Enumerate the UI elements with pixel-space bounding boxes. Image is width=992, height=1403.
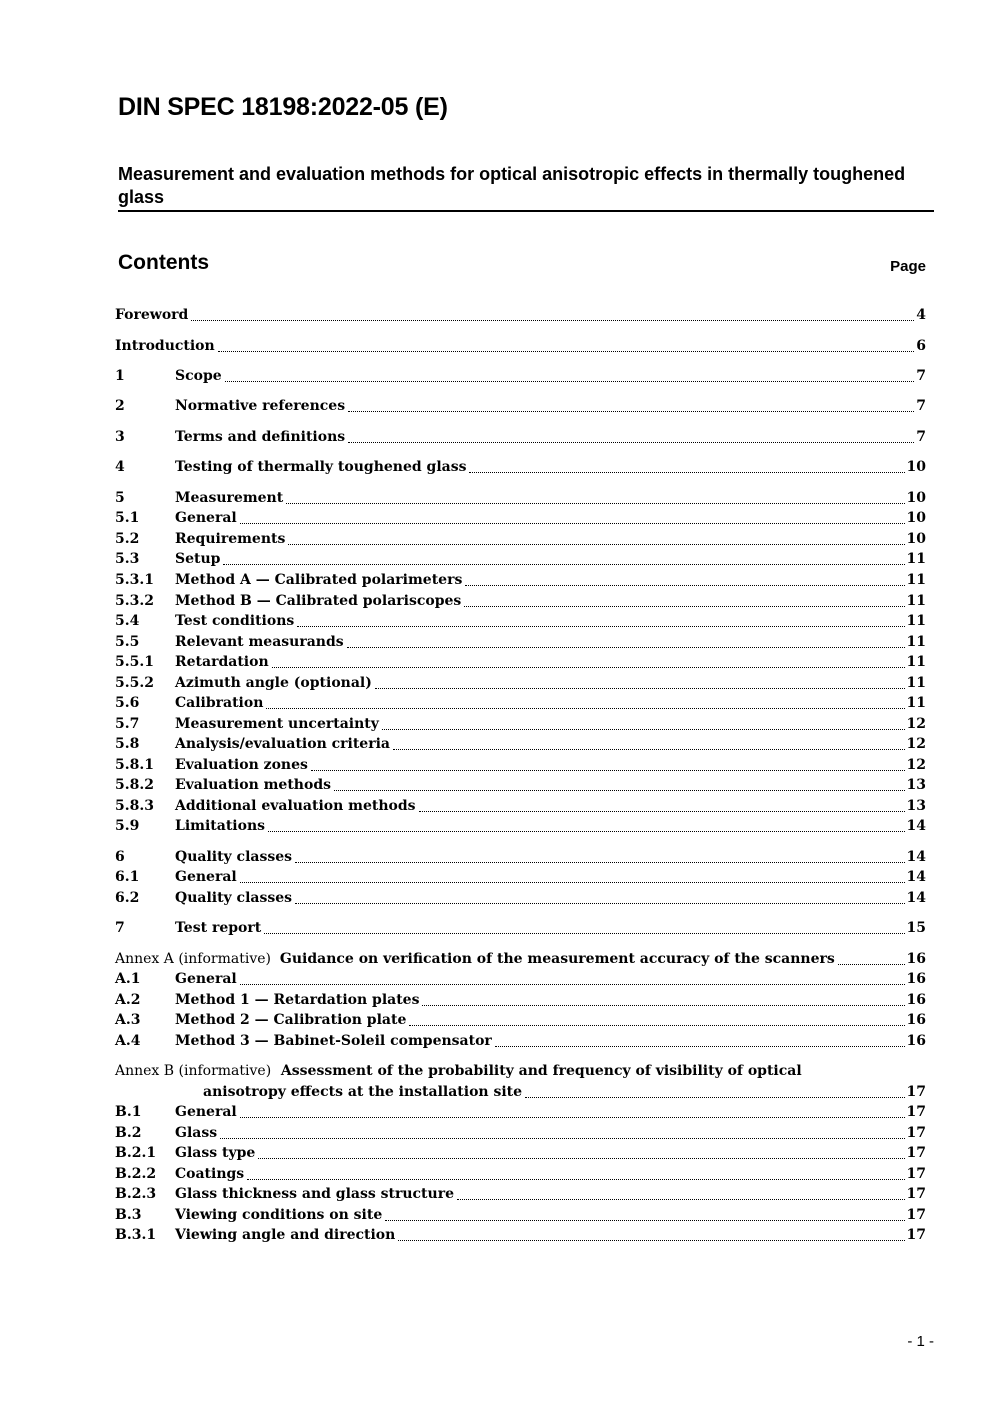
toc-entry-prefix: Annex B (informative) (115, 1063, 272, 1079)
toc-entry-number: A.3 (115, 1012, 141, 1028)
toc-leader-dots (191, 320, 914, 321)
toc-leader-dots (495, 1046, 905, 1047)
toc-entry-label: Quality classes (175, 849, 293, 865)
toc-entry-page: 13 (906, 777, 926, 793)
toc-leader-dots (398, 1240, 904, 1241)
toc-entry-number: B.1 (115, 1104, 142, 1120)
toc-entry[interactable] (115, 949, 926, 970)
toc-entry-page: 12 (906, 736, 926, 752)
toc-entry-number: 6.1 (115, 869, 140, 885)
toc-entry[interactable] (115, 1143, 926, 1164)
toc-entry-label: General (175, 1104, 237, 1120)
toc-entry-label: Analysis/evaluation criteria (175, 736, 390, 752)
toc-leader-dots (297, 626, 904, 627)
toc-entry[interactable] (115, 1184, 926, 1205)
toc-entry[interactable] (115, 1061, 802, 1082)
toc-leader-dots (295, 903, 904, 904)
toc-leader-dots (838, 964, 905, 965)
toc-entry-number: 5.2 (115, 531, 140, 547)
toc-entry[interactable] (115, 1031, 926, 1052)
toc-entry-label: Method A — Calibrated polarimeters (175, 572, 463, 588)
toc-leader-dots (247, 1179, 904, 1180)
toc-entry-label: General (175, 869, 237, 885)
toc-entry[interactable] (115, 693, 926, 714)
toc-entry[interactable] (115, 336, 926, 357)
toc-leader-dots (393, 749, 905, 750)
toc-leader-dots (311, 770, 905, 771)
toc-entry[interactable] (115, 969, 926, 990)
toc-entry-number: 1 (115, 368, 125, 384)
toc-entry[interactable] (115, 867, 926, 888)
toc-entry-page: 4 (916, 307, 926, 323)
toc-leader-dots (348, 411, 914, 412)
toc-entry[interactable] (115, 1102, 926, 1123)
toc-entry-page: 17 (906, 1104, 926, 1120)
toc-entry-page: 16 (906, 1033, 926, 1049)
toc-entry-page: 17 (906, 1227, 926, 1243)
toc-entry-number: 5 (115, 490, 125, 506)
toc-entry-label: Method 3 — Babinet-Soleil compensator (175, 1033, 492, 1049)
toc-entry-page: 11 (906, 572, 926, 588)
toc-entry-number: 5.3 (115, 551, 140, 567)
toc-entry-page: 11 (906, 593, 926, 609)
toc-entry[interactable] (115, 847, 926, 868)
toc-entry-page: 15 (906, 920, 926, 936)
toc-entry-number: 5.4 (115, 613, 140, 629)
toc-leader-dots (240, 1117, 905, 1118)
toc-entry[interactable] (115, 652, 926, 673)
toc-entry-number: 5.8.2 (115, 777, 154, 793)
toc-entry-label: General (175, 510, 237, 526)
toc-leader-dots (465, 585, 904, 586)
toc-leader-dots (419, 811, 905, 812)
toc-leader-dots (422, 1005, 904, 1006)
toc-entry-label: Method 1 — Retardation plates (175, 992, 420, 1008)
toc-entry[interactable] (115, 570, 926, 591)
toc-entry-page: 17 (906, 1166, 926, 1182)
toc-leader-dots (225, 381, 915, 382)
toc-entry-label: General (175, 971, 237, 987)
toc-entry-number: 3 (115, 429, 125, 445)
toc-entry-label: Assessment of the probability and frequency of visibility of optical (271, 1063, 802, 1079)
toc-entry-page: 10 (906, 490, 926, 506)
toc-leader-dots (286, 503, 904, 504)
toc-entry-number: 7 (115, 920, 125, 936)
toc-leader-dots (469, 472, 904, 473)
toc-entry-label: Calibration (175, 695, 264, 711)
toc-leader-dots (272, 667, 905, 668)
toc-entry-number: A.1 (115, 971, 141, 987)
toc-entry-page: 16 (906, 971, 926, 987)
toc-entry-page: 11 (906, 654, 926, 670)
toc-entry-number: A.4 (115, 1033, 141, 1049)
toc-entry-page: 10 (906, 510, 926, 526)
toc-entry-page: 17 (906, 1186, 926, 1202)
toc-entry-label: Annex A (informative) Guidance on verification of the measurement accuracy of the scanners (115, 951, 835, 967)
toc-entry-number: 5.9 (115, 818, 140, 834)
toc-leader-dots (525, 1097, 904, 1098)
toc-entry-label: Measurement uncertainty (175, 716, 379, 732)
toc-entry-label: Testing of thermally toughened glass (175, 459, 467, 475)
toc-entry-number: 2 (115, 398, 125, 414)
toc-entry-number: 5.5.1 (115, 654, 154, 670)
toc-entry[interactable] (115, 734, 926, 755)
toc-entry-page: 7 (916, 398, 926, 414)
toc-entry-prefix: Annex A (informative) (115, 951, 280, 967)
toc-entry[interactable] (115, 673, 926, 694)
toc-entry-page: 17 (906, 1084, 926, 1100)
toc-leader-dots (334, 790, 905, 791)
toc-entry-number: B.2.3 (115, 1186, 157, 1202)
toc-leader-dots (375, 688, 905, 689)
toc-entry-label: Relevant measurands (175, 634, 344, 650)
toc-entry-label: Method B — Calibrated polariscopes (175, 593, 462, 609)
toc-entry[interactable] (115, 755, 926, 776)
toc-entry-number: B.2.1 (115, 1145, 157, 1161)
toc-entry-page: 10 (906, 531, 926, 547)
toc-entry-page: 6 (916, 338, 926, 354)
toc-entry-page: 11 (906, 695, 926, 711)
toc-entry-label: Viewing conditions on site (175, 1207, 383, 1223)
toc-entry-label: Evaluation zones (175, 757, 308, 773)
toc-entry[interactable] (115, 488, 926, 509)
toc-entry-label: Azimuth angle (optional) (175, 675, 372, 691)
toc-entry-number: B.2.2 (115, 1166, 157, 1182)
toc-entry-number: B.3.1 (115, 1227, 157, 1243)
toc-leader-dots (295, 862, 904, 863)
toc-entry-label: Terms and definitions (175, 429, 346, 445)
toc-leader-dots (385, 1220, 904, 1221)
document-id: DIN SPEC 18198:2022-05 (E) (118, 93, 448, 121)
toc-entry-label: Glass (175, 1125, 218, 1141)
toc-entry[interactable] (115, 796, 926, 817)
toc-entry[interactable] (115, 427, 926, 448)
toc-entry[interactable] (115, 549, 926, 570)
toc-entry-page: 11 (906, 551, 926, 567)
page-column-heading: Page (890, 258, 926, 275)
toc-entry-label: Scope (175, 368, 222, 384)
toc-leader-dots (240, 984, 905, 985)
toc-entry-number: 5.1 (115, 510, 140, 526)
toc-leader-dots (240, 882, 905, 883)
toc-leader-dots (382, 729, 905, 730)
toc-entry-page: 17 (906, 1145, 926, 1161)
toc-entry[interactable] (115, 888, 926, 909)
toc-entry[interactable] (115, 1225, 926, 1246)
toc-entry-page: 17 (906, 1207, 926, 1223)
toc-entry[interactable] (115, 305, 926, 326)
toc-entry[interactable] (115, 775, 926, 796)
toc-entry-number: 5.3.2 (115, 593, 154, 609)
toc-entry[interactable] (115, 529, 926, 550)
toc-entry-page: 16 (906, 992, 926, 1008)
toc-entry-label: Quality classes (175, 890, 293, 906)
toc-entry-number: 5.3.1 (115, 572, 154, 588)
toc-entry-label: Test report (175, 920, 262, 936)
toc-leader-dots (258, 1158, 904, 1159)
toc-entry-page: 14 (906, 849, 926, 865)
toc-entry-number: 5.5 (115, 634, 140, 650)
toc-entry-label: Test conditions (175, 613, 295, 629)
toc-entry-number: 6 (115, 849, 125, 865)
toc-entry-label: Retardation (175, 654, 269, 670)
toc-leader-dots (223, 564, 904, 565)
toc-entry[interactable] (115, 508, 926, 529)
toc-leader-dots (240, 523, 905, 524)
toc-leader-dots (464, 606, 904, 607)
toc-entry-number: 4 (115, 459, 125, 475)
toc-leader-dots (268, 831, 905, 832)
toc-entry[interactable] (115, 990, 926, 1011)
toc-entry-label: Method 2 — Calibration plate (175, 1012, 407, 1028)
toc-entry-label: Setup (175, 551, 221, 567)
toc-entry[interactable] (115, 918, 926, 939)
toc-entry[interactable] (115, 396, 926, 417)
toc-entry[interactable] (115, 714, 926, 735)
toc-entry-page: 14 (906, 890, 926, 906)
toc-entry-number: A.2 (115, 992, 141, 1008)
toc-entry-page: 10 (906, 459, 926, 475)
toc-entry[interactable] (115, 457, 926, 478)
toc-entry-page: 11 (906, 634, 926, 650)
toc-entry[interactable] (115, 1123, 926, 1144)
toc-entry-number: 5.8 (115, 736, 140, 752)
toc-leader-dots (409, 1025, 904, 1026)
toc-entry[interactable] (115, 1164, 926, 1185)
toc-entry-number: 5.5.2 (115, 675, 154, 691)
toc-entry[interactable] (115, 1205, 926, 1226)
toc-entry[interactable] (115, 611, 926, 632)
toc-entry-label: Evaluation methods (175, 777, 331, 793)
toc-entry-number: 5.8.3 (115, 798, 154, 814)
toc-entry[interactable] (115, 1010, 926, 1031)
toc-entry-page: 14 (906, 869, 926, 885)
toc-entry[interactable] (115, 366, 926, 387)
toc-leader-dots (266, 708, 904, 709)
toc-entry-page: 14 (906, 818, 926, 834)
toc-entry-page: 16 (906, 1012, 926, 1028)
page-number: - 1 - (907, 1333, 934, 1350)
toc-leader-dots (220, 1138, 904, 1139)
toc-entry-label: Viewing angle and direction (175, 1227, 396, 1243)
toc-entry-number: 6.2 (115, 890, 140, 906)
toc-entry[interactable] (115, 1082, 926, 1103)
toc-leader-dots (264, 933, 904, 934)
toc-entry-number: B.2 (115, 1125, 142, 1141)
toc-entry-label: Limitations (175, 818, 266, 834)
toc-entry[interactable] (115, 632, 926, 653)
toc-entry-label: Requirements (175, 531, 286, 547)
toc-entry-number: B.3 (115, 1207, 142, 1223)
toc-entry-page: 13 (906, 798, 926, 814)
toc-entry[interactable] (115, 591, 926, 612)
toc-entry-label: Measurement (175, 490, 284, 506)
toc-entry-number: 5.8.1 (115, 757, 154, 773)
toc-entry[interactable] (115, 816, 926, 837)
toc-entry-page: 12 (906, 716, 926, 732)
toc-entry-page: 11 (906, 675, 926, 691)
toc-leader-dots (218, 351, 915, 352)
toc-leader-dots (288, 544, 904, 545)
toc-entry-label: Glass type (175, 1145, 256, 1161)
toc-leader-dots (348, 442, 914, 443)
toc-entry-number: 5.7 (115, 716, 140, 732)
toc-entry-label: Coatings (175, 1166, 245, 1182)
toc-entry-label: Introduction (115, 338, 215, 354)
toc-entry-page: 12 (906, 757, 926, 773)
toc-entry-page: 11 (906, 613, 926, 629)
toc-entry-page: 7 (916, 429, 926, 445)
toc-entry-page: 16 (906, 951, 926, 967)
toc-leader-dots (457, 1199, 905, 1200)
contents-heading: Contents (118, 251, 209, 274)
toc-entry-label: Foreword (115, 307, 189, 323)
toc-entry-label: Normative references (175, 398, 346, 414)
document-title: Measurement and evaluation methods for optical anisotropic effects in thermally toughened glass (118, 164, 906, 207)
toc-entry-page: 7 (916, 368, 926, 384)
toc-entry-number: 5.6 (115, 695, 140, 711)
toc-leader-dots (347, 647, 905, 648)
toc-entry-label: Glass thickness and glass structure (175, 1186, 454, 1202)
toc-entry-label: anisotropy effects at the installation site (203, 1084, 523, 1100)
toc-entry-label: Additional evaluation methods (175, 798, 416, 814)
toc-entry-page: 17 (906, 1125, 926, 1141)
